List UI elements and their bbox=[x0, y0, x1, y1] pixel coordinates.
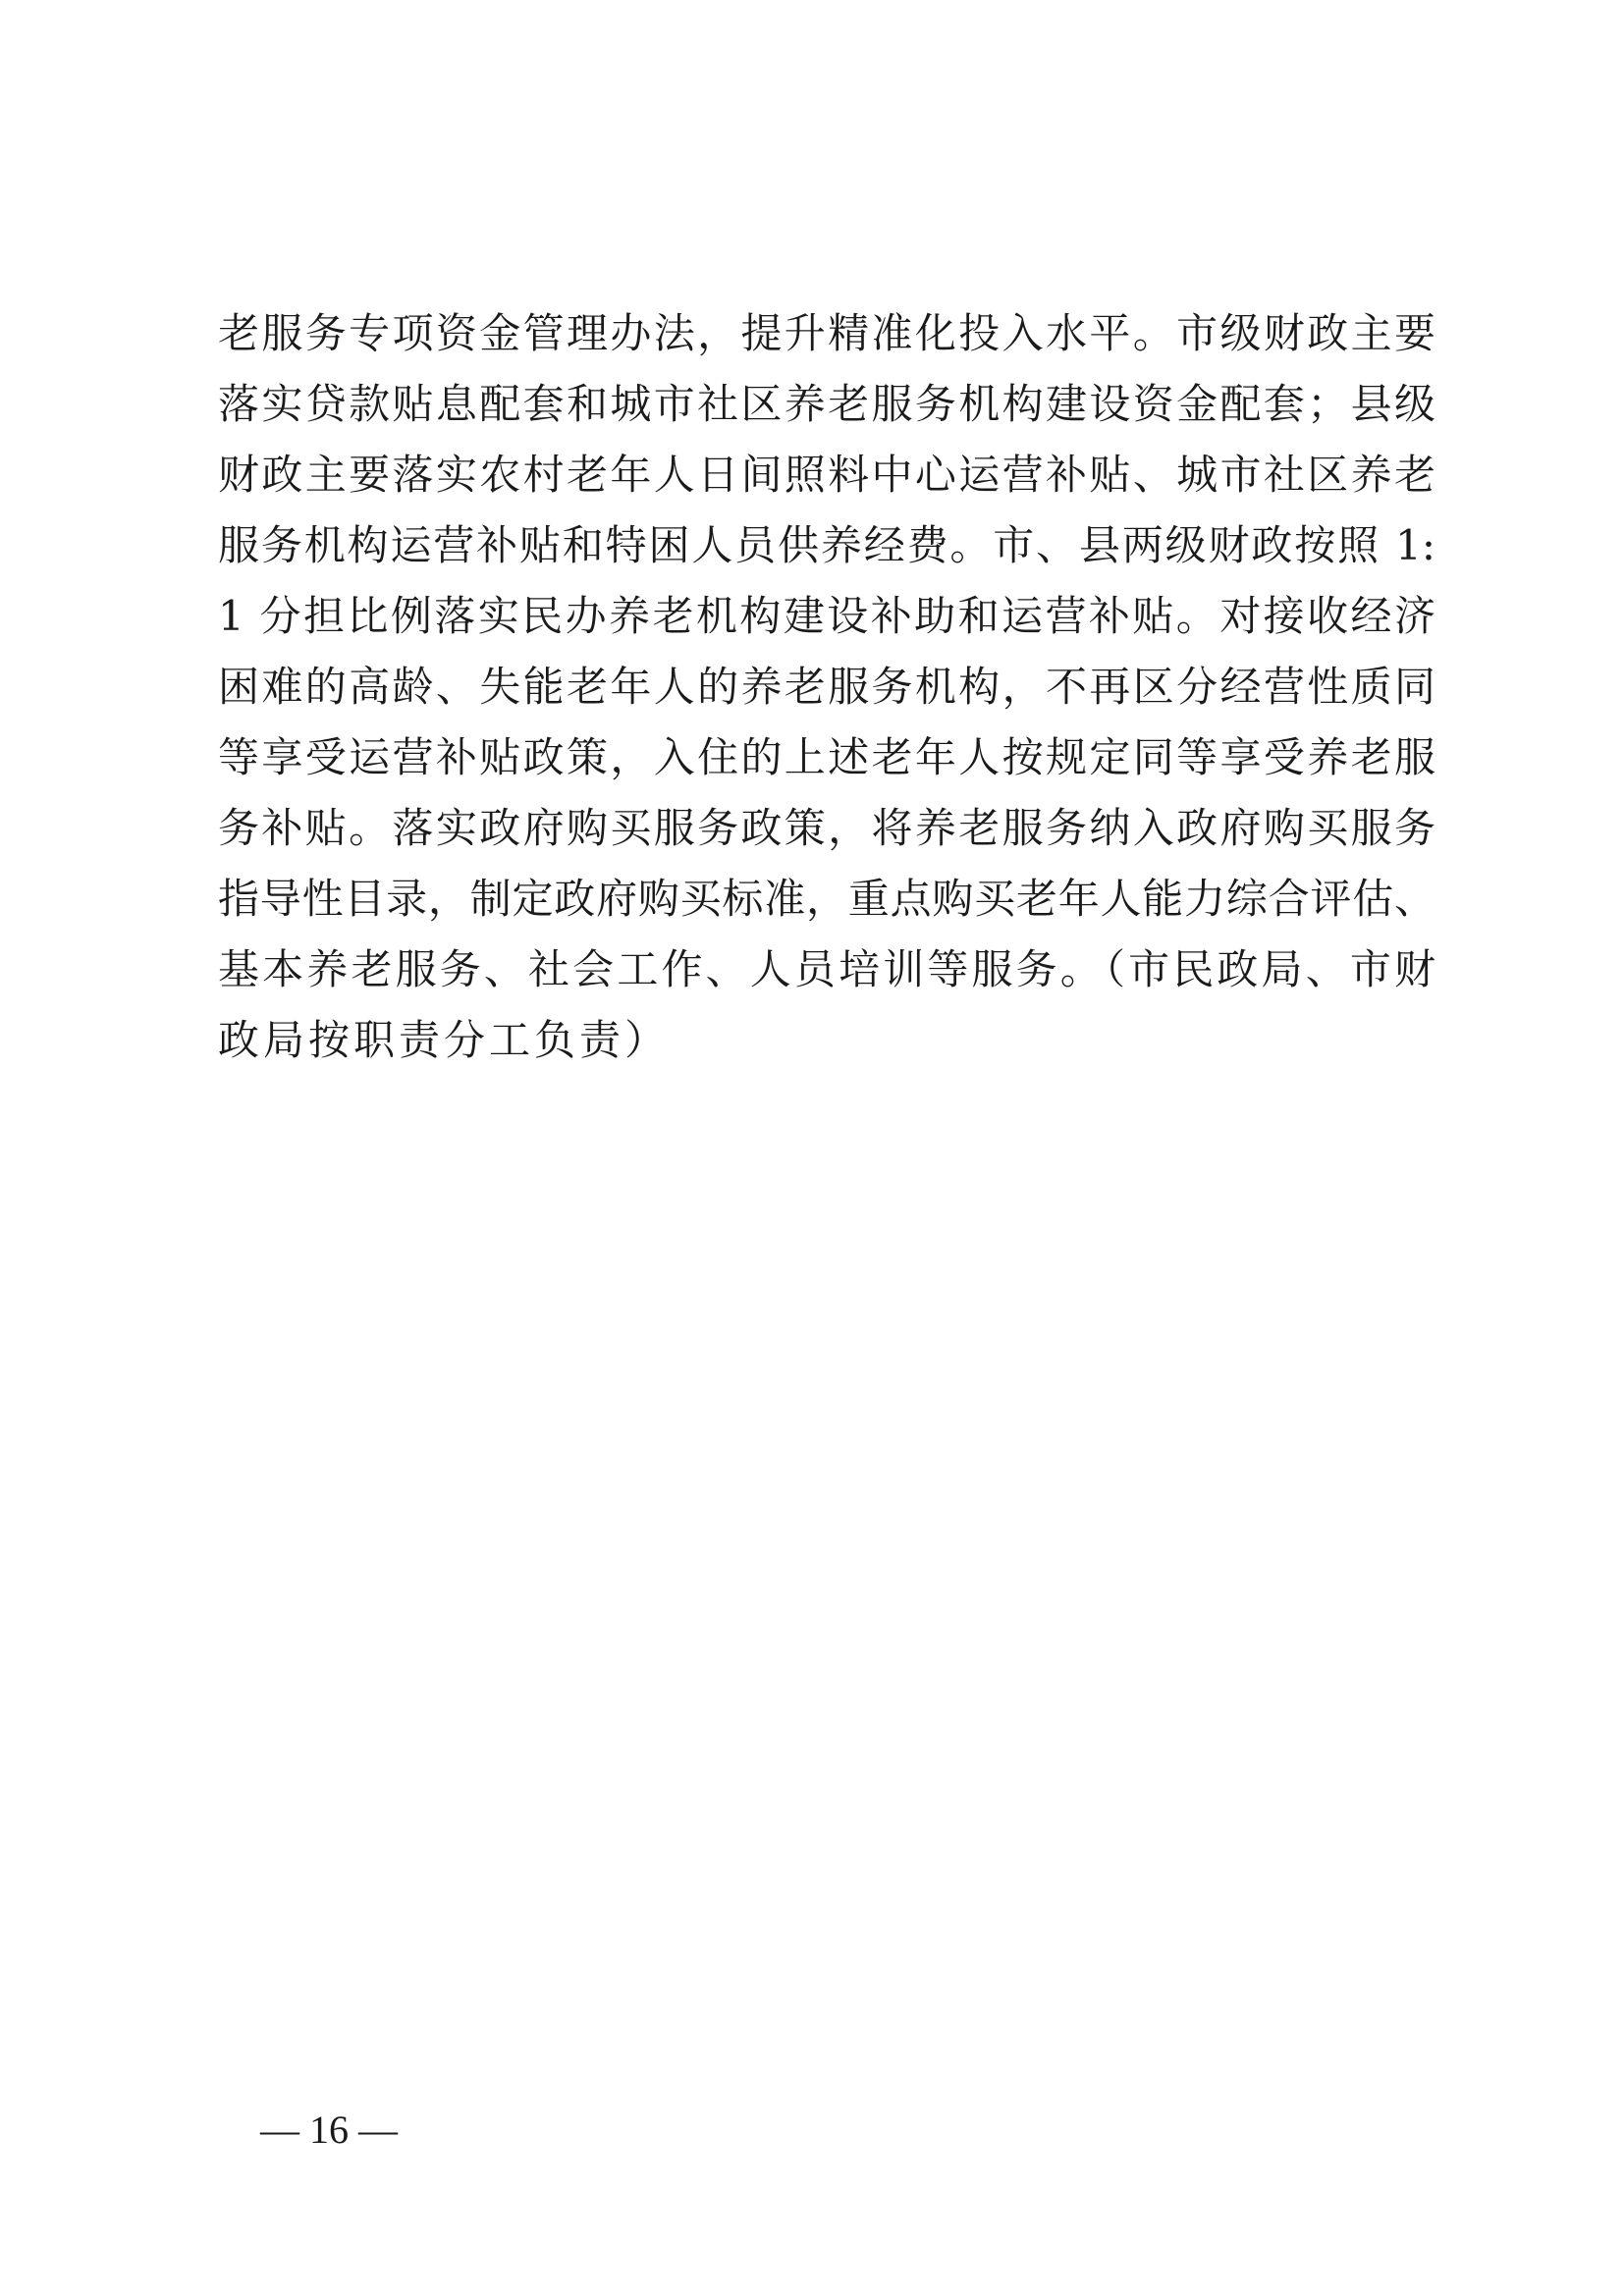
paragraph-line: 务补贴。落实政府购买服务政策，将养老服务纳入政府购买服务 bbox=[218, 804, 1435, 852]
paragraph-line: 困难的高龄、失能老年人的养老服务机构，不再区分经营性质同 bbox=[218, 663, 1435, 711]
paragraph-line: 服务机构运营补贴和特困人员供养经费。市、县两级财政按照 1: bbox=[218, 521, 1435, 569]
paragraph-line: 政局按职责分工负责） bbox=[218, 1016, 671, 1064]
page-number: — 16 — bbox=[260, 2108, 398, 2152]
paragraph-line: 财政主要落实农村老年人日间照料中心运营补贴、城市社区养老 bbox=[218, 451, 1435, 499]
paragraph-line: 指导性目录，制定政府购买标准，重点购买老年人能力综合评估、 bbox=[218, 875, 1435, 923]
paragraph-line: 等享受运营补贴政策，入住的上述老年人按规定同等享受养老服 bbox=[218, 733, 1435, 781]
body-paragraph bbox=[218, 298, 1435, 1076]
paragraph-line: 1 分担比例落实民办养老机构建设补助和运营补贴。对接收经济 bbox=[218, 592, 1435, 640]
paragraph-line: 基本养老服务、社会工作、人员培训等服务。（市民政局、市财 bbox=[218, 945, 1435, 993]
paragraph-line: 老服务专项资金管理办法，提升精准化投入水平。市级财政主要 bbox=[218, 309, 1435, 357]
paragraph-line: 落实贷款贴息配套和城市社区养老服务机构建设资金配套；县级 bbox=[218, 380, 1435, 428]
